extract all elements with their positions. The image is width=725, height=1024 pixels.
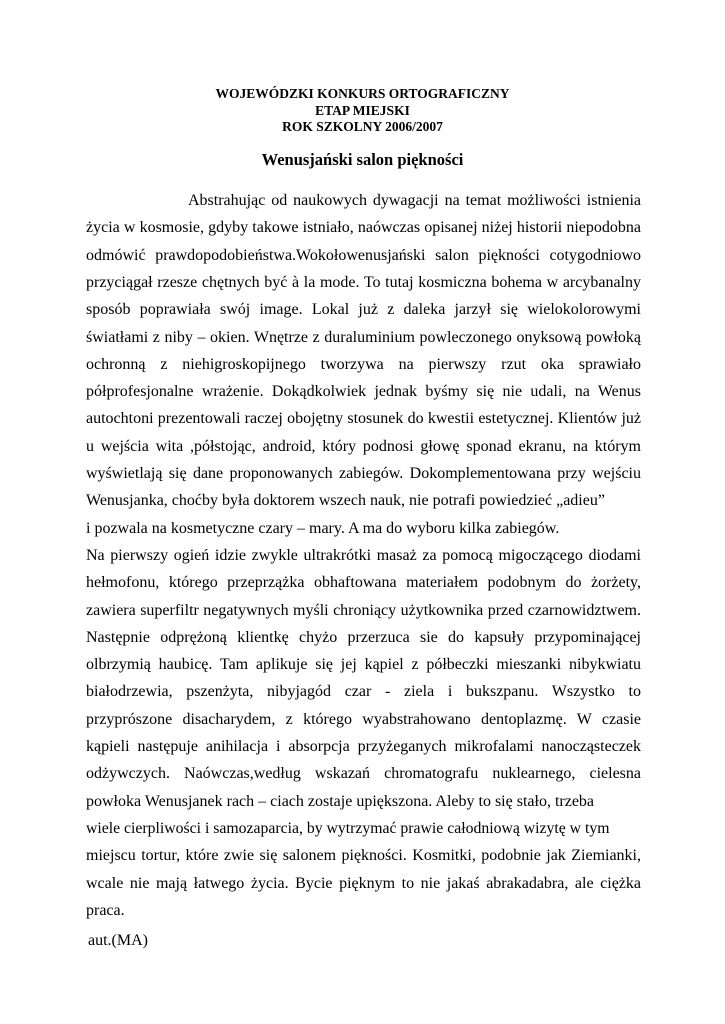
text-line: autochtoni prezentowali raczej obojętny stosunek do kwestii estetycznej. Klientów już xyxy=(86,410,641,428)
text-line: wyświetlają się dane proponowanych zabiegów. Dokomplementowana przy wejściu xyxy=(86,465,641,482)
text-line: przyprószone disacharydem, z którego wyabstrahowano dentoplazmę. W czasie xyxy=(86,710,641,728)
header-stage: ETAP MIEJSKI xyxy=(315,102,410,118)
text-line: Następnie odprężoną klientkę chyżo przerzuca sie do kapsuły przypominającej xyxy=(86,628,641,646)
text-line: hełmofonu, którego przeprzążka obhaftowana materiałem podobnym do żorżety, xyxy=(86,574,641,592)
text-line: kąpieli następuje anihilacja i absorpcja przyżeganych mikrofalami nanocząsteczek xyxy=(86,738,641,755)
text-line: Na pierwszy ogień idzie zwykle ultrakrótki masaż za pomocą migoczącego diodami xyxy=(86,546,641,564)
text-line: miejscu tortur, które zwie się salonem piękności. Kosmitki, podobnie jak Ziemianki, xyxy=(86,847,641,865)
text-line: przyciągał rzesze chętnych być à la mode. To tutaj kosmiczna bohema w arcybanalny xyxy=(86,273,641,291)
document-header xyxy=(0,86,725,136)
author-signature: aut.(MA) xyxy=(88,932,148,949)
text-line: odżywczych. Naówczas,według wskazań chromatografu nuklearnego, cielesna xyxy=(86,765,641,783)
text-line: światłami z niby – okien. Wnętrze z duraluminium powleczonego onyksową powłoką xyxy=(86,328,641,346)
header-contest-name: WOJEWÓDZKI KONKURS ORTOGRAFICZNY xyxy=(215,86,510,101)
text-line: Abstrahując od naukowych dywagacji na temat możliwości istnienia xyxy=(188,192,641,209)
text-line: życia w kosmosie, gdyby takowe istniało, naówczas opisanej niżej historii niepodobna xyxy=(86,219,641,237)
text-line: ochronną z niehigroskopijnego tworzywa na pierwszy rzut oka sprawiało xyxy=(86,355,641,373)
text-line: praca. xyxy=(86,901,125,919)
text-line: wcale nie mają łatwego życia. Bycie pięknym to nie jakaś abrakadabra, ale ciężka xyxy=(86,874,641,892)
text-line: białodrzewia, pszenżyta, nibyjagód czar - ziela i bukszpanu. Wszystko to xyxy=(86,683,641,701)
text-line: zawiera superfiltr negatywnych myśli chroniący użytkownika przed czarnowidztwem. xyxy=(86,601,641,619)
text-line: Wenusjanka, choćby była doktorem wszech nauk, nie potrafi powiedzieć „adieu” xyxy=(86,492,605,510)
text-line: odmówić prawdopodobieństwa.Wokołowenusjański salon piękności cotygodniowo xyxy=(86,246,641,264)
text-line: olbrzymią haubicę. Tam aplikuje się jej kąpiel z półbeczki mieszanki nibykwiatu xyxy=(86,656,641,674)
text-line: u wejścia wita ,półstojąc, android, który podnosi głowę sponad ekranu, na którym xyxy=(86,437,641,455)
text-line: półprofesjonalne wrażenie. Dokądkolwiek jednak byśmy się nie udali, na Wenus xyxy=(86,383,641,401)
text-line: i pozwala na kosmetyczne czary – mary. A ma do wyboru kilka zabiegów. xyxy=(86,519,560,537)
header-school-year: ROK SZKOLNY 2006/2007 xyxy=(282,119,443,134)
text-line: wiele cierpliwości i samozaparcia, by wytrzymać prawie całodniową wizytę w tym xyxy=(86,819,610,837)
document-title: Wenusjański salon piękności xyxy=(261,150,464,169)
text-line: sposób poprawiała swój image. Lokal już z daleka jarzył się wielokolorowymi xyxy=(86,301,641,319)
text-line: powłoka Wenusjanek rach – ciach zostaje upiększona. Aleby to się stało, trzeba xyxy=(86,792,595,810)
